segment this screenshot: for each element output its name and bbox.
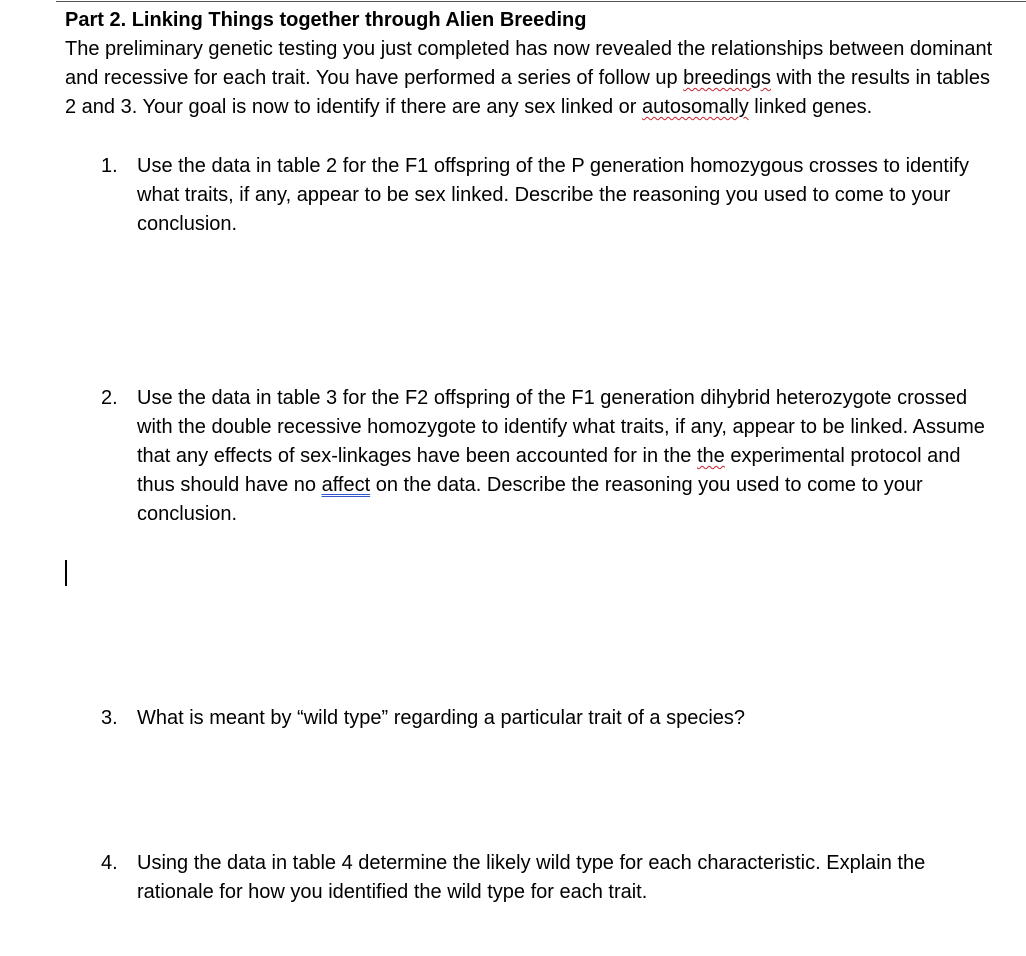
question-number: 1. <box>101 155 118 177</box>
document-body[interactable] <box>65 6 1005 122</box>
text-cursor <box>65 560 67 586</box>
spellcheck-flag-breedings[interactable]: breedings <box>683 67 771 89</box>
intro-text-3: linked genes. <box>748 96 873 118</box>
question-number: 3. <box>101 707 118 729</box>
spellcheck-flag-the[interactable]: the <box>697 445 725 467</box>
question-1 <box>101 152 1001 239</box>
question-text <box>137 384 1001 529</box>
section-heading: Part 2. Linking Things together through Alien Breeding <box>65 9 587 31</box>
question-text: What is meant by “wild type” regarding a particular trait of a species? <box>137 707 746 729</box>
question-2-text-2: experimental protocol and thus should have no <box>137 445 961 496</box>
question-number: 4. <box>101 852 118 874</box>
question-number: 2. <box>101 387 118 409</box>
question-2-text-1: Use the data in table 3 for the F2 offspring of the F1 generation dihybrid heterozygote crossed with the double recessive homozygote to identify what traits, if any, appear to be linked. Assume that any effects of sex-linkages have been accounted for in the <box>137 387 985 467</box>
intro-text-1: The preliminary genetic testing you just completed has now revealed the relationships between dominant and recessive for each trait. You have performed a series of follow up <box>65 38 993 89</box>
grammar-flag-affect[interactable]: affect <box>321 474 371 496</box>
intro-paragraph <box>65 35 1005 122</box>
question-text: Using the data in table 4 determine the likely wild type for each characteristic. Explain the rationale for how you identified the wild type for each trait. <box>137 852 926 903</box>
question-2 <box>101 384 1001 529</box>
question-2-text-3: on the data. Describe the reasoning you used to come to your conclusion. <box>137 474 923 525</box>
question-4 <box>101 849 1001 907</box>
page-top-border <box>56 1 1026 2</box>
question-text: Use the data in table 2 for the F1 offspring of the P generation homozygous crosses to identify what traits, if any, appear to be sex linked. Describe the reasoning you used to come to your conclusion. <box>137 155 969 235</box>
intro-text-2: with the results in tables 2 and 3. Your goal is now to identify if there are any sex linked or <box>65 67 990 118</box>
question-3 <box>101 704 1001 733</box>
spellcheck-flag-autosomally[interactable]: autosomally <box>642 96 749 118</box>
